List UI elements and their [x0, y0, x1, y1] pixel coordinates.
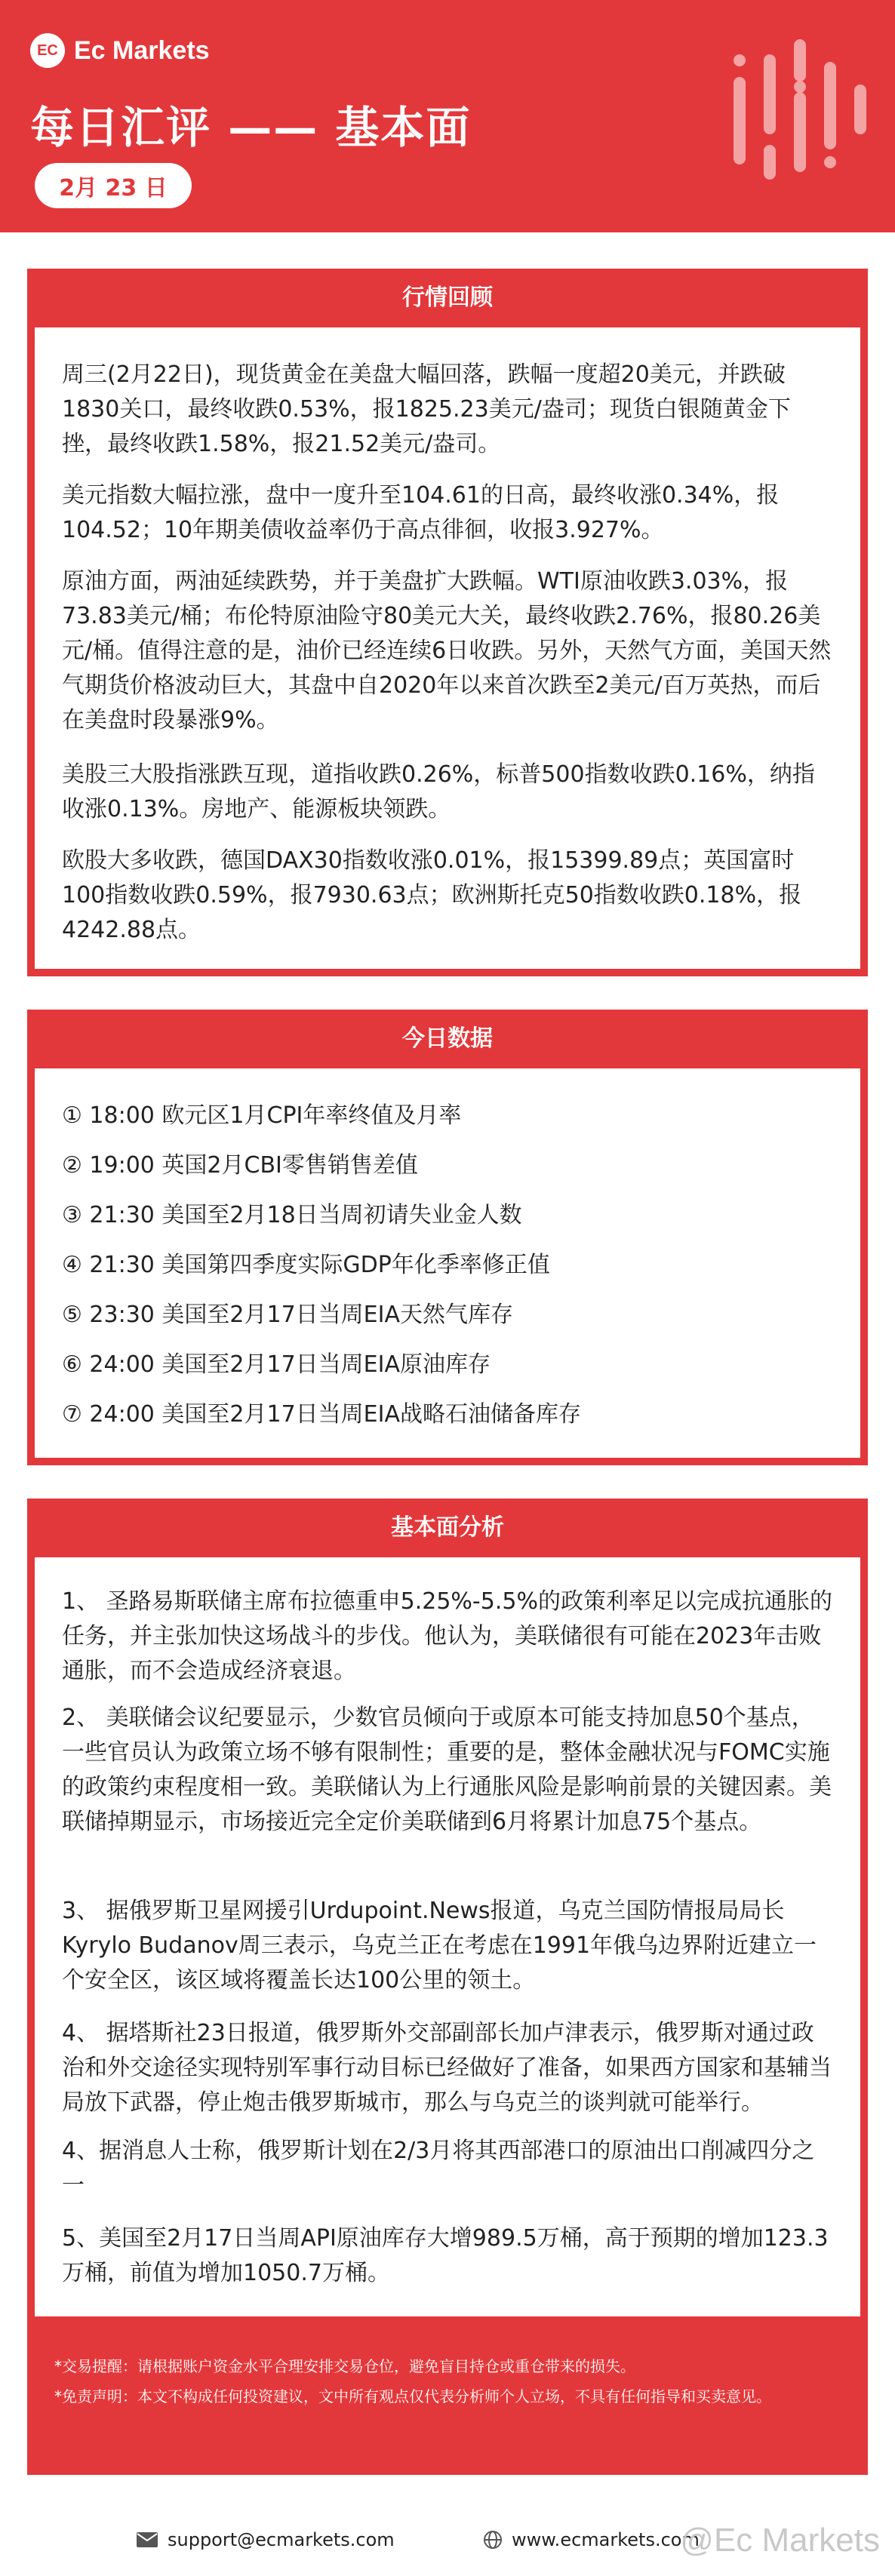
analysis-paragraph: 4、 据塔斯社23日报道，俄罗斯外交部副部长加卢津表示，俄罗斯对通过政治和外交途径实现特别军事行动目标已经做好了准备，如果西方国家和基辅当局放下武器，停止炮击俄罗斯城市，那么与乌克兰的谈判就可能举行。 — [62, 2020, 832, 2116]
disclaimer-box — [27, 2324, 868, 2475]
watermark: @Ec Markets — [680, 2522, 880, 2559]
schedule-item: ⑦ 24:00 美国至2月17日当周EIA战略石油储备库存 — [62, 1401, 582, 1428]
schedule-item: ⑤ 23:30 美国至2月17日当周EIA天然气库存 — [62, 1302, 514, 1328]
review-paragraph: 欧股大多收跌，德国DAX30指数收涨0.01%，报15399.89点；英国富时100指数收跌0.59%，报7930.63点；欧洲斯托克50指数收跌0.18%，报4242.88点。 — [62, 847, 802, 943]
brand-logo — [30, 33, 210, 68]
today-data-panel — [27, 1010, 868, 1465]
website-text: www.ecmarkets.com — [512, 2529, 700, 2550]
fundamentals-body — [35, 1557, 860, 2316]
footer-website[interactable] — [483, 2529, 700, 2550]
today-data-body — [35, 1068, 860, 1458]
email-text: support@ecmarkets.com — [168, 2529, 395, 2550]
disclaimer-statement: *免责声明：本文不构成任何投资建议，文中所有观点仅代表分析师个人立场，不具有任何指导和买卖意见。 — [54, 2387, 771, 2405]
brand-name: Ec Markets — [74, 35, 210, 65]
date-badge: 2月 23 日 — [35, 163, 192, 208]
logo-letters: EC — [37, 41, 58, 59]
page-title: 每日汇评 —— 基本面 — [30, 102, 472, 153]
schedule-item: ⑥ 24:00 美国至2月17日当周EIA原油库存 — [62, 1351, 491, 1378]
fundamentals-title: 基本面分析 — [391, 1514, 504, 1541]
review-paragraph: 原油方面，两油延续跌势，并于美盘扩大跌幅。WTI原油收跌3.03%，报73.83美元/桶；布伦特原油险守80美元大关，最终收跌2.76%，报80.26美元/桶。值得注意的是，油价已经连续6日收跌。另外，天然气方面，美国天然气期货价格波动巨大，其盘中自2020年以来首次跌至2美元/百万英热，而后在美盘时段暴涨9%。 — [62, 568, 832, 733]
globe-icon — [483, 2530, 503, 2550]
analysis-paragraph: 4、据消息人士称，俄罗斯计划在2/3月将其西部港口的原油出口削减四分之一 — [62, 2138, 815, 2199]
analysis-paragraph: 2、 美联储会议纪要显示，少数官员倾向于或原本可能支持加息50个基点，一些官员认为政策立场不够有限制性；重要的是，整体金融状况与FOMC实施的政策约束程度相一致。美联储认为上行通胀风险是影响前景的关键因素。美联储掉期显示，市场接近完全定价美联储到6月将累计加息75个基点。 — [62, 1705, 832, 1835]
review-paragraph: 周三(2月22日)，现货黄金在美盘大幅回落，跌幅一度超20美元，并跌破1830关口，最终收跌0.53%，报1825.23美元/盎司；现货白银随黄金下挫，最终收跌1.58%，报21.52美元/盎司。 — [62, 361, 791, 457]
analysis-paragraph: 3、 据俄罗斯卫星网援引Urdupoint.News报道，乌克兰国防情报局局长Kyrylo Budanov周三表示，乌克兰正在考虑在1991年俄乌边界附近建立一个安全区，该区域将覆盖长达100公里的领土。 — [62, 1898, 817, 1993]
footer-email[interactable] — [136, 2529, 395, 2550]
decorative-bars-icon — [724, 30, 875, 189]
header-banner — [0, 0, 895, 232]
logo-mark-icon — [30, 33, 65, 68]
market-review-title: 行情回顾 — [402, 284, 493, 311]
mail-icon — [136, 2531, 158, 2548]
market-review-body — [35, 327, 860, 969]
analysis-paragraph: 1、 圣路易斯联储主席布拉德重申5.25%-5.5%的政策利率足以完成抗通胀的任务，并主张加快这场战斗的步伐。他认为，美联储很有可能在2023年击败通胀，而不会造成经济衰退。 — [62, 1588, 832, 1684]
review-paragraph: 美股三大股指涨跌互现，道指收跌0.26%，标普500指数收跌0.16%，纳指收涨0.13%。房地产、能源板块领跌。 — [62, 761, 815, 822]
risk-note: *交易提醒：请根据账户资金水平合理安排交易仓位，避免盲目持仓或重仓带来的损失。 — [54, 2357, 635, 2375]
analysis-paragraph: 5、美国至2月17日当周API原油库存大增989.5万桶，高于预期的增加123.3万桶，前值为增加1050.7万桶。 — [62, 2225, 829, 2286]
schedule-item: ① 18:00 欧元区1月CPI年率终值及月率 — [62, 1102, 462, 1129]
schedule-item: ③ 21:30 美国至2月18日当周初请失业金人数 — [62, 1202, 522, 1228]
fundamentals-panel — [27, 1499, 868, 2324]
market-review-panel — [27, 269, 868, 976]
schedule-item: ④ 21:30 美国第四季度实际GDP年化季率修正值 — [62, 1252, 550, 1278]
schedule-item: ② 19:00 英国2月CBI零售销售差值 — [62, 1152, 418, 1179]
footer — [0, 2505, 895, 2576]
today-data-title: 今日数据 — [402, 1025, 493, 1052]
review-paragraph: 美元指数大幅拉涨，盘中一度升至104.61的日高，最终收涨0.34%，报104.52；10年期美债收益率仍于高点徘徊，收报3.927%。 — [62, 482, 780, 543]
